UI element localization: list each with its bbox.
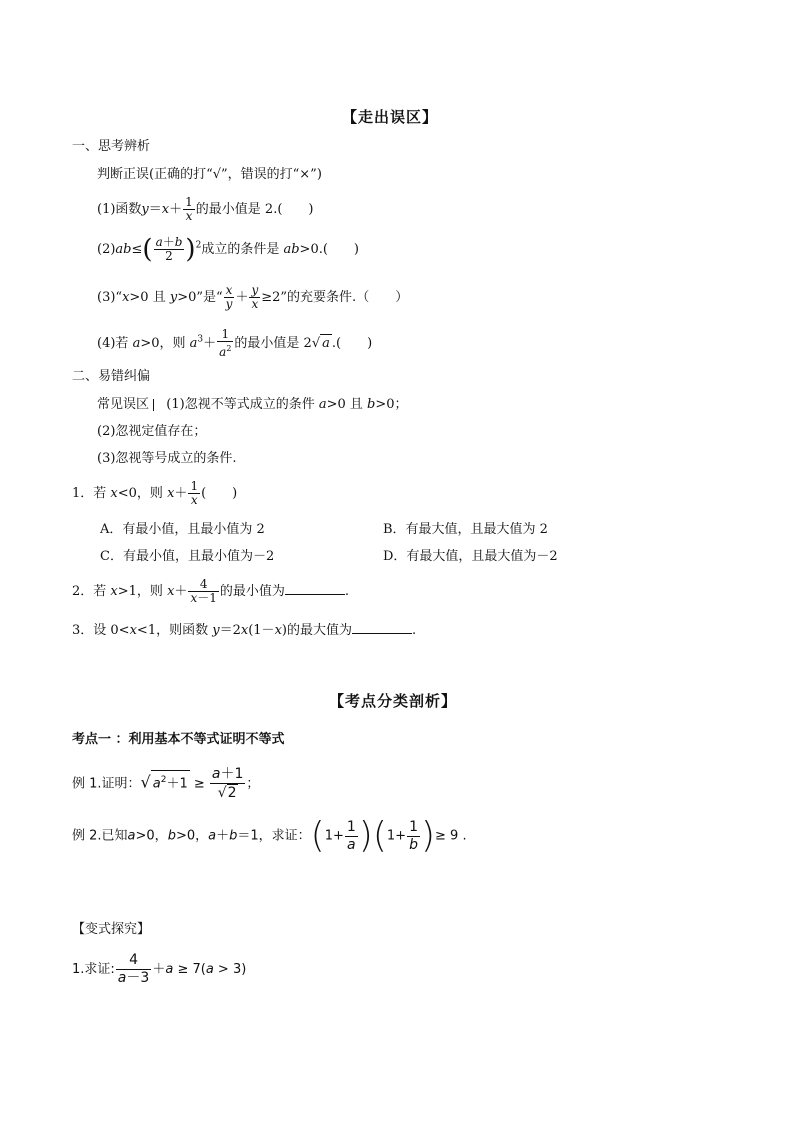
part2-heading: 二、易错纠偏	[72, 369, 151, 384]
answer-blank[interactable]	[352, 621, 412, 634]
judge-item-1: (1)函数y＝x＋ $\frac{1}{x}$ 的最小值是 2.( )	[97, 195, 314, 223]
common-mistake-item-3: (3)忽视等号成立的条件.	[97, 451, 237, 466]
answer-blank[interactable]	[285, 582, 345, 595]
option-d[interactable]: D．有最大值，且最大值为－2	[383, 549, 558, 564]
example-1: 例 1.证明：√ $a^2+1$ ≥ $\frac{a+1}{√2}$ ；	[72, 766, 260, 801]
option-a[interactable]: A．有最小值，且最小值为 2	[100, 522, 265, 537]
part1-instruction: 判断正误(正确的打“√”，错误的打“×”)	[97, 167, 322, 182]
section-title-zouchu-wuqu: 【走出误区】	[342, 108, 439, 126]
variant-1: 1.求证: $\frac{4}{a-3}$ ＋a ≥ 7(a > 3)	[72, 952, 247, 986]
separator-bar	[153, 399, 154, 411]
example-2: 例 2.已知a>0，b>0，a＋b＝1，求证：(1+ $\frac{1}{a}$ )(1+ $\frac{1}{b}$ )≥ 9 .	[72, 815, 467, 856]
kaodian-heading: 考点一 ：利用基本不等式证明不等式	[72, 732, 285, 747]
question-1: 1．若 x<0，则 x＋ $\frac{1}{x}$ ( )	[72, 479, 238, 507]
judge-item-2: (2)ab≤( $\frac{a+b}{2}$ )$^2$成立的条件是 ab>0.( )	[97, 234, 359, 265]
option-b[interactable]: B．有最大值，且最大值为 2	[383, 522, 548, 537]
judge-item-3: (3)“x>0 且 y>0”是“ $\frac{x}{y}$ ＋ $\frac{y}{x}$ ≥2”的充要条件.（ ）	[97, 283, 409, 311]
question-3: 3．设 0<x<1，则函数 y＝2x(1－x)的最大值为 .	[72, 623, 417, 638]
common-mistake-item-2: (2)忽视定值存在；	[97, 424, 207, 439]
common-mistake-item-1: 常见误区 (1)忽视不等式成立的条件 a>0 且 b>0；	[97, 397, 408, 412]
question-2: 2．若 x>1，则 x＋ $\frac{4}{x-1}$ 的最小值为 .	[72, 577, 350, 605]
section-title-kaodian: 【考点分类剖析】	[329, 692, 458, 710]
judge-item-4: (4)若 a>0，则 $a^3+$ $\frac{1}{a^2}$ 的最小值是 2√ a .( )	[97, 327, 373, 359]
part1-heading: 一、思考辨析	[72, 139, 151, 154]
variant-heading: 【变式探究】	[72, 922, 151, 937]
option-c[interactable]: C．有最小值，且最小值为－2	[100, 549, 275, 564]
